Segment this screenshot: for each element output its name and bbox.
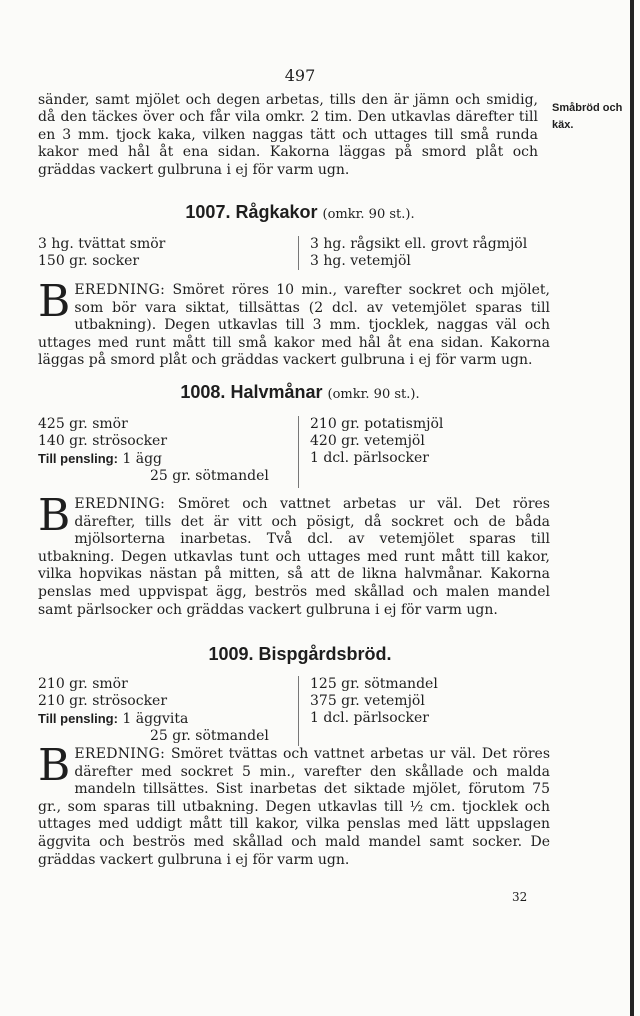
ingredient: 420 gr. vetemjöl — [310, 433, 425, 449]
ingredient: 210 gr. potatismjöl — [310, 416, 444, 432]
ingredient: 1 dcl. pärlsocker — [310, 710, 429, 726]
column-divider — [298, 416, 299, 488]
recipe-1009-title — [0, 644, 600, 665]
recipe-name: Bispgårdsbröd. — [258, 644, 392, 664]
method-text: Smöret röres 10 min., varefter sockret och mjölet, som bör vara siktat, tillsättas (2 dcl. av vetemjölet sparas till utbakning). Degen utkavlas till 3 mm. tjocklek, naggas väl och uttages med runt mått till små kakor med hål åt ena sidan. Kakorna läggas på smord plåt och gräddas vackert gulbruna i ej för varm ugn. — [38, 282, 550, 369]
page-edge — [630, 0, 634, 1016]
recipe-1008-ingredients-right — [310, 416, 443, 467]
ingredient: 3 hg. tvättat smör — [38, 236, 166, 252]
recipe-1009-method — [38, 740, 550, 869]
ingredient: 210 gr. strösocker — [38, 693, 168, 709]
recipe-1008-method — [38, 490, 550, 619]
ingredient: 1 dcl. pärlsocker — [310, 450, 429, 466]
ingredient: 140 gr. strösocker — [38, 433, 168, 449]
recipe-1007-title — [0, 202, 600, 223]
drop-cap: B — [38, 740, 71, 791]
signature-mark: 32 — [512, 890, 528, 904]
recipe-yield: (omkr. 90 st.). — [322, 207, 415, 222]
recipe-name: Halvmånar — [230, 382, 323, 402]
recipe-number: 1008. — [180, 382, 226, 402]
method-lead: EREDNING: — [74, 282, 166, 298]
method-lead: EREDNING: — [74, 496, 166, 512]
pensling-label: Till pensling: — [38, 711, 118, 726]
pensling-item: 1 äggvita — [122, 711, 189, 727]
recipe-1008-ingredients-left — [38, 416, 269, 485]
drop-cap: B — [38, 490, 71, 541]
recipe-number: 1007. — [185, 202, 231, 222]
recipe-1009-ingredients-right — [310, 676, 438, 727]
margin-note: Småbröd och käx. — [552, 102, 623, 131]
page-number: 497 — [284, 66, 316, 85]
pensling-item: 25 gr. sötmandel — [150, 468, 269, 484]
pensling-item: 25 gr. sötmandel — [150, 728, 269, 744]
drop-cap: B — [38, 276, 71, 327]
method-text: Smöret och vattnet arbetas ur väl. Det röres därefter, tills det är vitt och pösigt, då sockret och de båda mjölsorterna inarbetas. Två dcl. av vetemjölet sparas till utbakning. Degen utkavlas tunt och uttages med runt mått till kakor, vilka hopvikas nästan på mitten, så att de likna halvmånar. Kakorna penslas med uppvispat ägg, beströs med skållad och malen mandel samt pärlsocker och gräddas vackert gulbruna i ej för varm ugn. — [38, 496, 550, 618]
recipe-1007-ingredients-right — [310, 236, 527, 270]
column-divider — [298, 676, 299, 746]
recipe-1007-method — [38, 276, 550, 370]
ingredient: 125 gr. sötmandel — [310, 676, 438, 692]
pensling-label: Till pensling: — [38, 451, 118, 466]
pensling-item: 1 ägg — [122, 451, 163, 467]
method-text: Smöret tvättas och vattnet arbetas ur väl. Det röres därefter med sockret 5 min., varefter den skållade och malda mandeln tillsättes. Sist inarbetas det siktade mjölet, förutom 75 gr., som sparas till utbakning. Degen utkavlas till ½ cm. tjocklek och uttages med uddigt mått till kakor, vilka penslas med lätt uppslagen äggvita och beströs med skållad och mald mandel samt socker. De gräddas vackert gulbruna i ej för varm ugn. — [38, 746, 550, 868]
continuation-paragraph: sänder, samt mjölet och degen arbetas, tills den är jämn och smidig, då den täckes över och får vila omkr. 2 tim. Den utkavlas därefter till en 3 mm. tjock kaka, vilken naggas tätt och uttages till små runda kakor med hål åt ena sidan. Kakorna läggas på smord plåt och gräddas vackert gulbruna i ej för varm ugn. — [38, 92, 538, 178]
recipe-yield: (omkr. 90 st.). — [327, 387, 420, 402]
ingredient: 210 gr. smör — [38, 676, 128, 692]
method-lead: EREDNING: — [74, 746, 166, 762]
column-divider — [298, 236, 299, 270]
ingredient: 3 hg. vetemjöl — [310, 253, 411, 269]
recipe-number: 1009. — [208, 644, 254, 664]
recipe-1007-ingredients-left — [38, 236, 165, 270]
recipe-name: Rågkakor — [235, 202, 318, 222]
ingredient: 3 hg. rågsikt ell. grovt rågmjöl — [310, 236, 528, 252]
recipe-1009-ingredients-left — [38, 676, 269, 745]
recipe-1008-title — [0, 382, 600, 403]
ingredient: 425 gr. smör — [38, 416, 128, 432]
ingredient: 150 gr. socker — [38, 253, 140, 269]
ingredient: 375 gr. vetemjöl — [310, 693, 425, 709]
